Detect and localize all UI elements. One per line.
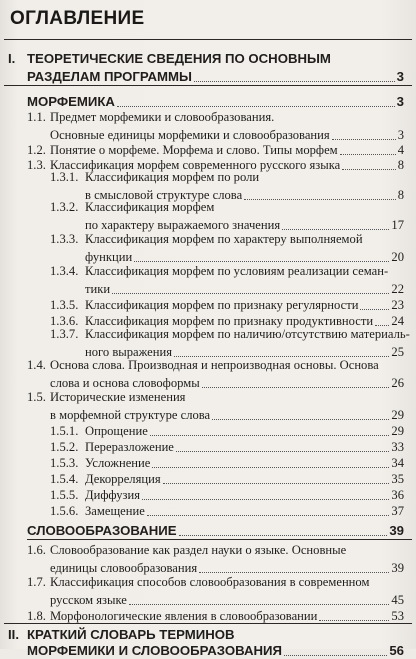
page-number: 8 [397, 158, 404, 172]
section-divider [4, 85, 412, 86]
section-divider [4, 623, 412, 624]
toc-entry-1-6[interactable] [50, 558, 404, 576]
entry-text-line2: функции [85, 250, 133, 264]
leader-dots [360, 295, 389, 310]
toc-section-morphemics[interactable] [27, 92, 404, 110]
part1-title-line1: ТЕОРЕТИЧЕСКИЕ СВЕДЕНИЯ ПО ОСНОВНЫМ [27, 51, 331, 66]
entry-number: 1.3.3. [50, 232, 79, 246]
page-number: 26 [391, 376, 404, 390]
entry-text: Понятие о морфеме. Морфема и слово. Типы морфем [50, 143, 338, 157]
leader-dots [176, 437, 390, 452]
leader-dots [199, 558, 389, 573]
leader-dots [142, 485, 389, 500]
leader-dots [244, 185, 396, 200]
leader-dots [340, 140, 396, 155]
part2-title-line2: МОРФЕМИКИ И СЛОВООБРАЗОВАНИЯ [27, 643, 282, 658]
toc-entry-part1[interactable] [27, 67, 404, 85]
leader-dots [282, 215, 389, 230]
entry-text: Переразложение [85, 440, 174, 454]
section-heading: СЛОВООБРАЗОВАНИЕ [27, 523, 177, 538]
leader-dots [332, 125, 396, 140]
entry-number: 1.7. [27, 575, 46, 589]
leader-dots [212, 405, 389, 420]
leader-dots [163, 469, 390, 484]
page-number: 53 [391, 609, 404, 623]
leader-dots [194, 67, 395, 82]
page-number: 34 [391, 456, 404, 470]
toc-entry-part2[interactable] [27, 641, 404, 659]
entry-text-line2: ного выражения [85, 345, 173, 359]
page-number: 37 [391, 504, 404, 518]
leader-dots [202, 373, 390, 388]
entry-number: 1.5.1. [50, 424, 79, 438]
leader-dots [152, 453, 389, 468]
page-number: 4 [397, 143, 404, 157]
leader-dots [375, 311, 389, 326]
toc-entry-1-5-6[interactable] [50, 501, 404, 519]
entry-text-line2: единицы словообразования [50, 561, 198, 575]
entry-text-line1: Предмет морфемики и словообразования. [50, 110, 275, 124]
page-number: 8 [397, 188, 404, 202]
entry-text-line2: слова и основа словоформы [50, 376, 200, 390]
page-number: 22 [391, 282, 404, 296]
part1-roman: I. [8, 51, 16, 66]
entry-text-line1: Классификация морфем по характеру выполняемой [85, 232, 363, 246]
page-number: 25 [391, 345, 404, 359]
toc-entry-1-3-2[interactable] [85, 215, 404, 233]
leader-dots [117, 92, 395, 107]
entry-text: Классификация морфем современного русского языка [50, 158, 341, 172]
part1-title-line2: РАЗДЕЛАМ ПРОГРАММЫ [27, 69, 192, 84]
entry-number: 1.3.1. [50, 170, 79, 184]
page-number: 45 [391, 593, 404, 607]
entry-text: Декорреляция [85, 472, 161, 486]
toc-entry-1-3-3[interactable] [85, 247, 404, 265]
entry-text-line2: тики [85, 282, 111, 296]
entry-number: 1.6. [27, 543, 46, 557]
part2-title-line1: КРАТКИЙ СЛОВАРЬ ТЕРМИНОВ [27, 627, 235, 642]
entry-text-line2: Основные единицы морфемики и словообразования [50, 128, 330, 142]
entry-number: 1.3.5. [50, 298, 79, 312]
leader-dots [129, 590, 390, 605]
entry-text: Опрощение [85, 424, 148, 438]
entry-number: 1.1. [27, 110, 46, 124]
page-number: 20 [391, 250, 404, 264]
entry-text-line1: Классификация морфем по наличию/отсутствию материаль- [85, 327, 410, 341]
entry-number: 1.3.4. [50, 264, 79, 278]
entry-number: 1.3.6. [50, 314, 79, 328]
page-number: 3 [397, 128, 404, 142]
toc-entry-1-8[interactable] [27, 606, 404, 624]
entry-number: 1.8. [27, 609, 46, 623]
page-number: 39 [389, 523, 404, 538]
entry-text-line1: Классификация морфем по условиям реализации семан- [85, 264, 389, 278]
leader-dots [342, 155, 395, 170]
entry-text: Морфонологические явления в словообразовании [50, 609, 318, 623]
entry-number: 1.5. [27, 390, 46, 404]
leader-dots [147, 501, 390, 516]
page-number: 3 [396, 69, 404, 84]
page-title: ОГЛАВЛЕНИЕ [10, 8, 145, 29]
entry-text-line1: Классификация способов словообразования в современном [50, 575, 370, 589]
page-number: 29 [391, 424, 404, 438]
part2-roman: II. [8, 627, 19, 642]
page-number: 29 [391, 408, 404, 422]
page-number: 56 [389, 643, 404, 658]
leader-dots [174, 342, 389, 357]
entry-number: 1.3.2. [50, 200, 79, 214]
section-heading: МОРФЕМИКА [27, 94, 115, 109]
leader-dots [284, 641, 387, 656]
title-underline [4, 39, 412, 40]
page-number: 33 [391, 440, 404, 454]
entry-text-line2: в смысловой структуре слова [85, 188, 243, 202]
entry-number: 1.5.6. [50, 504, 79, 518]
leader-dots [112, 279, 389, 294]
entry-text-line1: Основа слова. Производная и непроизводная основы. Основа [50, 358, 379, 372]
entry-number: 1.5.4. [50, 472, 79, 486]
page-number: 35 [391, 472, 404, 486]
page-number: 23 [391, 298, 404, 312]
entry-number: 1.5.3. [50, 456, 79, 470]
entry-text-line2: русском языке [50, 593, 127, 607]
entry-text: Классификация морфем по признаку регулярности [85, 298, 359, 312]
entry-text-line2: по характеру выражаемого значения [85, 218, 281, 232]
page-number: 39 [391, 561, 404, 575]
entry-text: Диффузия [85, 488, 141, 502]
leader-dots [134, 247, 389, 262]
page-number: 36 [391, 488, 404, 502]
entry-number: 1.3. [27, 158, 46, 172]
entry-text-line1: Словообразование как раздел науки о языке. Основные [50, 543, 347, 557]
leader-dots [150, 421, 390, 436]
section-divider [27, 539, 412, 540]
page-number: 24 [391, 314, 404, 328]
entry-number: 1.2. [27, 143, 46, 157]
entry-text-line1: Исторические изменения [50, 390, 186, 404]
leader-dots [179, 521, 388, 536]
toc-entry-1-4[interactable] [50, 373, 404, 391]
entry-text-line1: Классификация морфем [85, 200, 215, 214]
leader-dots [319, 606, 389, 621]
entry-text: Классификация морфем по признаку продуктивности [85, 314, 374, 328]
entry-text-line2: в морфемной структуре слова [50, 408, 211, 422]
page-number: 3 [396, 94, 404, 109]
entry-number: 1.3.7. [50, 327, 79, 341]
entry-number: 1.5.2. [50, 440, 79, 454]
entry-number: 1.4. [27, 358, 46, 372]
toc-section-wordformation[interactable] [27, 521, 404, 539]
entry-text: Замещение [85, 504, 145, 518]
entry-number: 1.5.5. [50, 488, 79, 502]
page-number: 17 [391, 218, 404, 232]
entry-text: Усложнение [85, 456, 151, 470]
entry-text-line1: Классификация морфем по роли [85, 170, 260, 184]
